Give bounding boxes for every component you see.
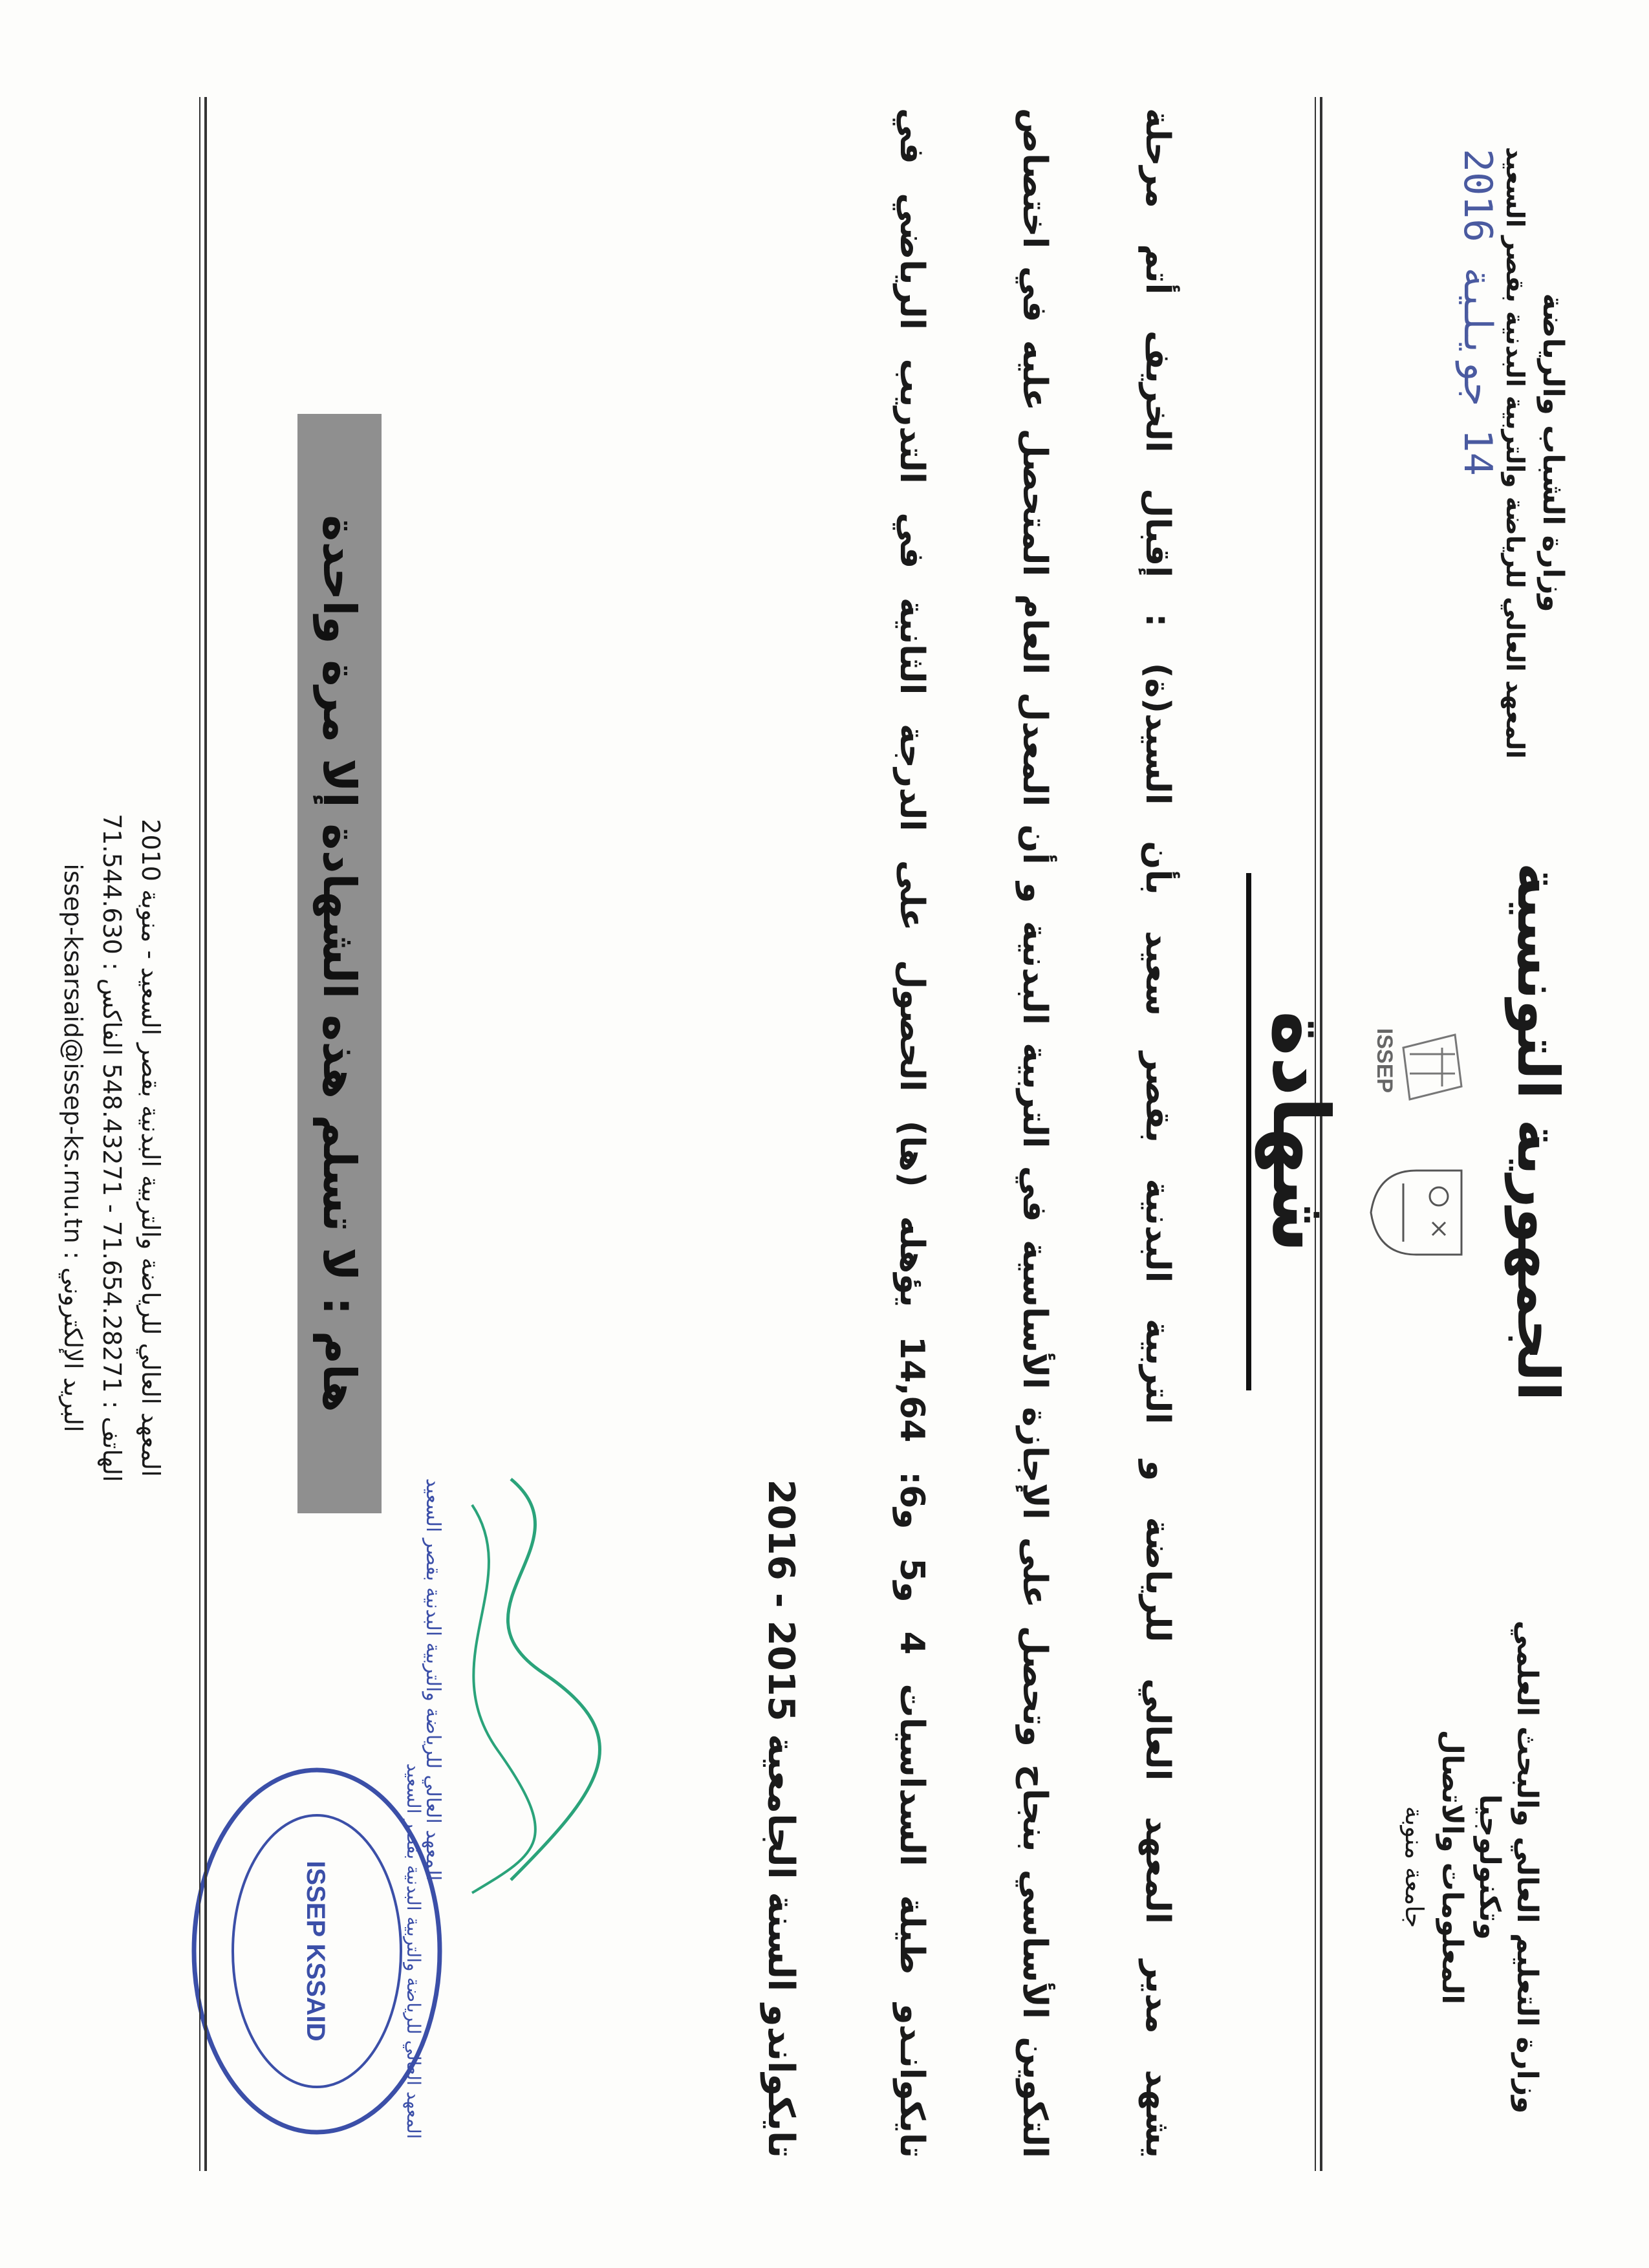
date-stamp: 14 جويلية 2016 — [1455, 149, 1500, 476]
republic-title: الجمهورية التونسية — [1505, 862, 1571, 1401]
footer-phone: الهاتف : 71.654.28271 - 548.43271 الفاكس : 71.544.630 — [98, 814, 126, 1482]
coat-of-arms-icon — [1364, 1009, 1474, 1287]
university-name: جامعة منوبة — [1400, 1806, 1428, 1928]
notice-banner: هام : لا تسلم هذه الشهادة إلا مرة واحدة — [297, 414, 382, 1513]
document-title: شهادة — [1246, 873, 1345, 1390]
ministry-higher-ed-line2: المعلومات والاتصال — [1436, 1729, 1469, 2005]
ministry-higher-ed-line1: وزارة التعليم العالي والبحث العلمي وتكنولوجيا — [1473, 1620, 1544, 2114]
header-ministry-sport — [1496, 129, 1571, 776]
stamp-inner-text: ISSEP KSSAID — [301, 1861, 330, 2042]
signature-caption: المعهد العالي للرياضة والتربية البدنية بقصر السعيد — [422, 1478, 444, 1881]
body-line-2: التكوين الأساسي بنجاح وتحصل على الإجازة الأساسية في التربية البدنية و أن المعدل العام المتحصل عليه في اختصاص — [1015, 108, 1054, 2158]
logos — [1364, 1009, 1474, 1287]
footer-email: issep-ksarsaid@issep-ks.rnu.tn : البريد الإلكتروني — [59, 863, 87, 1432]
body-line-4: تايكواندو السنة الجامعية 2015 - 2016 — [760, 1479, 802, 2158]
bottom-rule-thin — [199, 97, 200, 2171]
official-stamp — [181, 1757, 453, 2145]
header-ministry-higher-ed — [1396, 1576, 1546, 2158]
footer-address: المعهد العالي للرياضة والتربية البدنية بقصر السعيد - منوبة 2010 — [136, 819, 165, 1477]
ministry-sport-name: وزارة الشباب والرياضة — [1536, 293, 1569, 612]
body-line-1: يشهد مدير المعهد العالي للرياضة و التربية البدنية بقصر سعيد بأن السيد(ة) : إقبال الخريف أتم مرحلة — [1138, 108, 1177, 2158]
stamp-text: المعهد العالي للرياضة والتربية البدنية بقصر السعيد — [403, 1763, 424, 2139]
body-line-3: تايكوانـدو طيلة السداسيات 4 و5 و6: 14,64 يؤهله (ها) الحصول على الدرجة الثانية في التدريب الرياضي في — [892, 108, 931, 2159]
issep-logo-icon — [1403, 1035, 1461, 1099]
bottom-rule — [204, 97, 207, 2171]
institute-name: المعهد العالي للرياضة والتربية البدنية بقصر السعيد — [1501, 146, 1529, 759]
issep-logo-text: ISSEP — [1372, 1028, 1397, 1094]
